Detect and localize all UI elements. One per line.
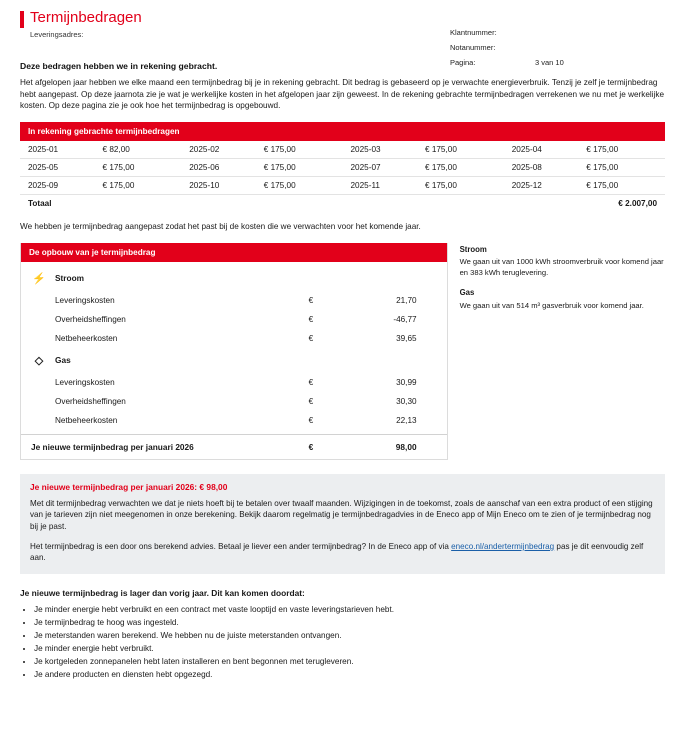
- list-item: • Je minder energie hebt verbruikt en een contract met vaste looptijd en vaste leveringstarieven hebt.: [34, 604, 665, 616]
- line-currency: €: [308, 415, 314, 425]
- buildup-panel: [20, 243, 448, 460]
- cell-period: 2025-11: [343, 176, 408, 194]
- page-title: Termijnbedragen: [30, 9, 142, 26]
- buildup-total-label: Je nieuwe termijnbedrag per januari 2026: [31, 441, 194, 452]
- line-value: -46,77: [393, 314, 417, 324]
- buildup-total-currency: €: [308, 441, 314, 452]
- charged-amounts-table: [20, 122, 665, 212]
- intro-paragraph: Het afgelopen jaar hebben we elke maand een termijnbedrag bij je in rekening gebracht. Dit bedrag is gebaseerd op je verwachte energieverbruik. Tenzij je zelf je termijnbedrag hebt aangepast. Op deze jaarnota zie je wat je werkelijke kosten in het afgelopen jaar zijn geweest. In de rekening gebrachte termijnbedragen verrekenen we nu met je werkelijke kosten. Op deze pagina zie je ook hoe het termijnbedrag is opgebouwd.: [20, 78, 665, 111]
- cell-amount: € 82,00: [85, 141, 182, 159]
- table-row-total: [20, 194, 665, 212]
- group-stroom: [21, 266, 447, 291]
- line-currency: €: [308, 396, 314, 406]
- charged-amounts-table-header: In rekening gebrachte termijnbedragen: [20, 122, 665, 141]
- table-row: [20, 176, 665, 194]
- total-value: € 2.007,00: [568, 194, 665, 212]
- lightning-icon: ⚡: [32, 272, 46, 285]
- cell-amount: € 175,00: [407, 176, 504, 194]
- cell-period: 2025-10: [181, 176, 246, 194]
- line-currency: €: [308, 377, 314, 387]
- cell-period: 2025-12: [504, 176, 569, 194]
- cell-amount: € 175,00: [407, 141, 504, 159]
- cell-amount: € 175,00: [246, 141, 343, 159]
- new-amount-paragraph-1: Met dit termijnbedrag verwachten we dat je niets hoeft bij te betalen over twaalf maanden. Wijzigingen in de toekomst, zoals de aanschaf van een extra product of een stijging van je tarieven zijn niet meegenomen in onze berekening. Bekijk daarom regelmatig je termijnbedragadvies in de Eneco app of Mijn Eneco om te zien of je termijnbedrag nog bij je past.: [30, 498, 653, 531]
- side-stroom-text: We gaan uit van 1000 kWh stroomverbruik voor komend jaar en 383 kWh teruglevering.: [459, 257, 664, 277]
- buildup-total-row: [21, 434, 447, 459]
- line-value: 30,30: [396, 396, 417, 406]
- line-label: Overheidsheffingen: [55, 314, 126, 324]
- cell-amount: € 175,00: [85, 176, 182, 194]
- list-item: • Je meterstanden waren berekend. We hebben nu de juiste meterstanden ontvangen.: [34, 630, 665, 642]
- cell-period: 2025-09: [20, 176, 85, 194]
- cell-period: 2025-06: [181, 158, 246, 176]
- line-value: 21,70: [396, 295, 417, 305]
- reasons-section: [0, 588, 685, 681]
- line-stroom-overheidsheffingen: [21, 310, 447, 329]
- title-bar: [20, 10, 665, 28]
- list-item: • Je minder energie hebt verbruikt.: [34, 643, 665, 655]
- buildup-panel-header: De opbouw van je termijnbedrag: [21, 243, 447, 262]
- line-gas-leveringskosten: [21, 373, 447, 392]
- meta-label-customer: Klantnummer:: [450, 28, 497, 37]
- reasons-title: Je nieuwe termijnbedrag is lager dan vorig jaar. Dit kan komen doordat:: [20, 587, 305, 598]
- table-row: [20, 141, 665, 159]
- line-gas-netbeheerkosten: [21, 411, 447, 430]
- cell-amount: € 175,00: [246, 158, 343, 176]
- cell-period: 2025-08: [504, 158, 569, 176]
- cell-amount: € 175,00: [568, 176, 665, 194]
- new-amount-paragraph-2: [30, 541, 655, 564]
- line-label: Netbeheerkosten: [55, 415, 118, 425]
- line-value: 30,99: [396, 377, 417, 387]
- buildup-section: [20, 243, 665, 460]
- group-stroom-label: Stroom: [55, 273, 85, 284]
- line-value: 22,13: [396, 415, 417, 425]
- list-item: • Je termijnbedrag te hoog was ingesteld.: [34, 617, 665, 629]
- line-value: 39,65: [396, 333, 417, 343]
- meta-row-customer: [450, 28, 670, 37]
- meta-row-invoice: [450, 43, 670, 52]
- reasons-list: [20, 604, 665, 681]
- cell-amount: € 175,00: [246, 176, 343, 194]
- table-row: [20, 158, 665, 176]
- intro-heading: Deze bedragen hebben we in rekening gebracht.: [20, 61, 218, 71]
- cell-period: 2025-04: [504, 141, 569, 159]
- meta-row-page: [450, 58, 670, 67]
- side-notes: [460, 243, 665, 322]
- line-currency: €: [308, 333, 314, 343]
- meta-value-page: 3 van 10: [535, 58, 564, 67]
- cell-amount: € 175,00: [568, 158, 665, 176]
- line-currency: €: [308, 295, 314, 305]
- adjust-note: We hebben je termijnbedrag aangepast zodat het past bij de kosten die we verwachten voor het komende jaar.: [20, 221, 421, 231]
- cell-period: 2025-07: [343, 158, 408, 176]
- list-item: • Je andere producten en diensten hebt opgezegd.: [34, 669, 665, 681]
- meta-label-page: Pagina:: [450, 58, 476, 67]
- meta-label-invoice: Notanummer:: [450, 43, 496, 52]
- change-amount-link[interactable]: eneco.nl/andertermijnbedrag: [451, 542, 555, 551]
- cell-period: 2025-03: [343, 141, 408, 159]
- side-stroom-title: Stroom: [459, 244, 487, 254]
- list-item: • Je kortgeleden zonnepanelen hebt laten installeren en bent begonnen met terugleveren.: [34, 656, 665, 668]
- cell-period: 2025-01: [20, 141, 85, 159]
- new-amount-title: Je nieuwe termijnbedrag per januari 2026: € 98,00: [30, 481, 228, 492]
- cell-amount: € 175,00: [407, 158, 504, 176]
- paragraph-2-pre: Het termijnbedrag is een door ons berekend advies. Betaal je liever een ander termijnbedrag? In de Eneco app of via: [30, 542, 452, 551]
- line-label: Leveringskosten: [55, 377, 115, 387]
- document-meta: [450, 28, 670, 73]
- line-currency: €: [308, 314, 314, 324]
- line-label: Netbeheerkosten: [55, 333, 118, 343]
- line-stroom-netbeheerkosten: [21, 329, 447, 348]
- side-gas-title: Gas: [459, 288, 475, 298]
- line-gas-overheidsheffingen: [21, 392, 447, 411]
- side-gas-text: We gaan uit van 514 m³ gasverbruik voor komend jaar.: [459, 300, 644, 310]
- line-stroom-leveringskosten: [21, 291, 447, 310]
- group-gas: [21, 348, 447, 373]
- cell-period: 2025-05: [20, 158, 85, 176]
- buildup-total-value: 98,00: [395, 441, 417, 452]
- total-label: Totaal: [20, 194, 85, 212]
- new-amount-info-box: [20, 474, 665, 574]
- accent-bar: [20, 11, 24, 28]
- intro-section: [0, 61, 685, 460]
- flame-icon: ◇: [34, 354, 44, 367]
- cell-period: 2025-02: [181, 141, 246, 159]
- amounts-grid: [20, 141, 665, 212]
- line-label: Leveringskosten: [55, 295, 115, 305]
- cell-amount: € 175,00: [568, 141, 665, 159]
- cell-amount: € 175,00: [85, 158, 182, 176]
- delivery-address-label: Leveringsadres:: [30, 30, 84, 39]
- group-gas-label: Gas: [55, 355, 71, 366]
- line-label: Overheidsheffingen: [55, 396, 126, 406]
- paragraph-2-post: pas je dit eenvoudig zelf aan.: [30, 542, 644, 563]
- buildup-panel-body: [21, 262, 447, 459]
